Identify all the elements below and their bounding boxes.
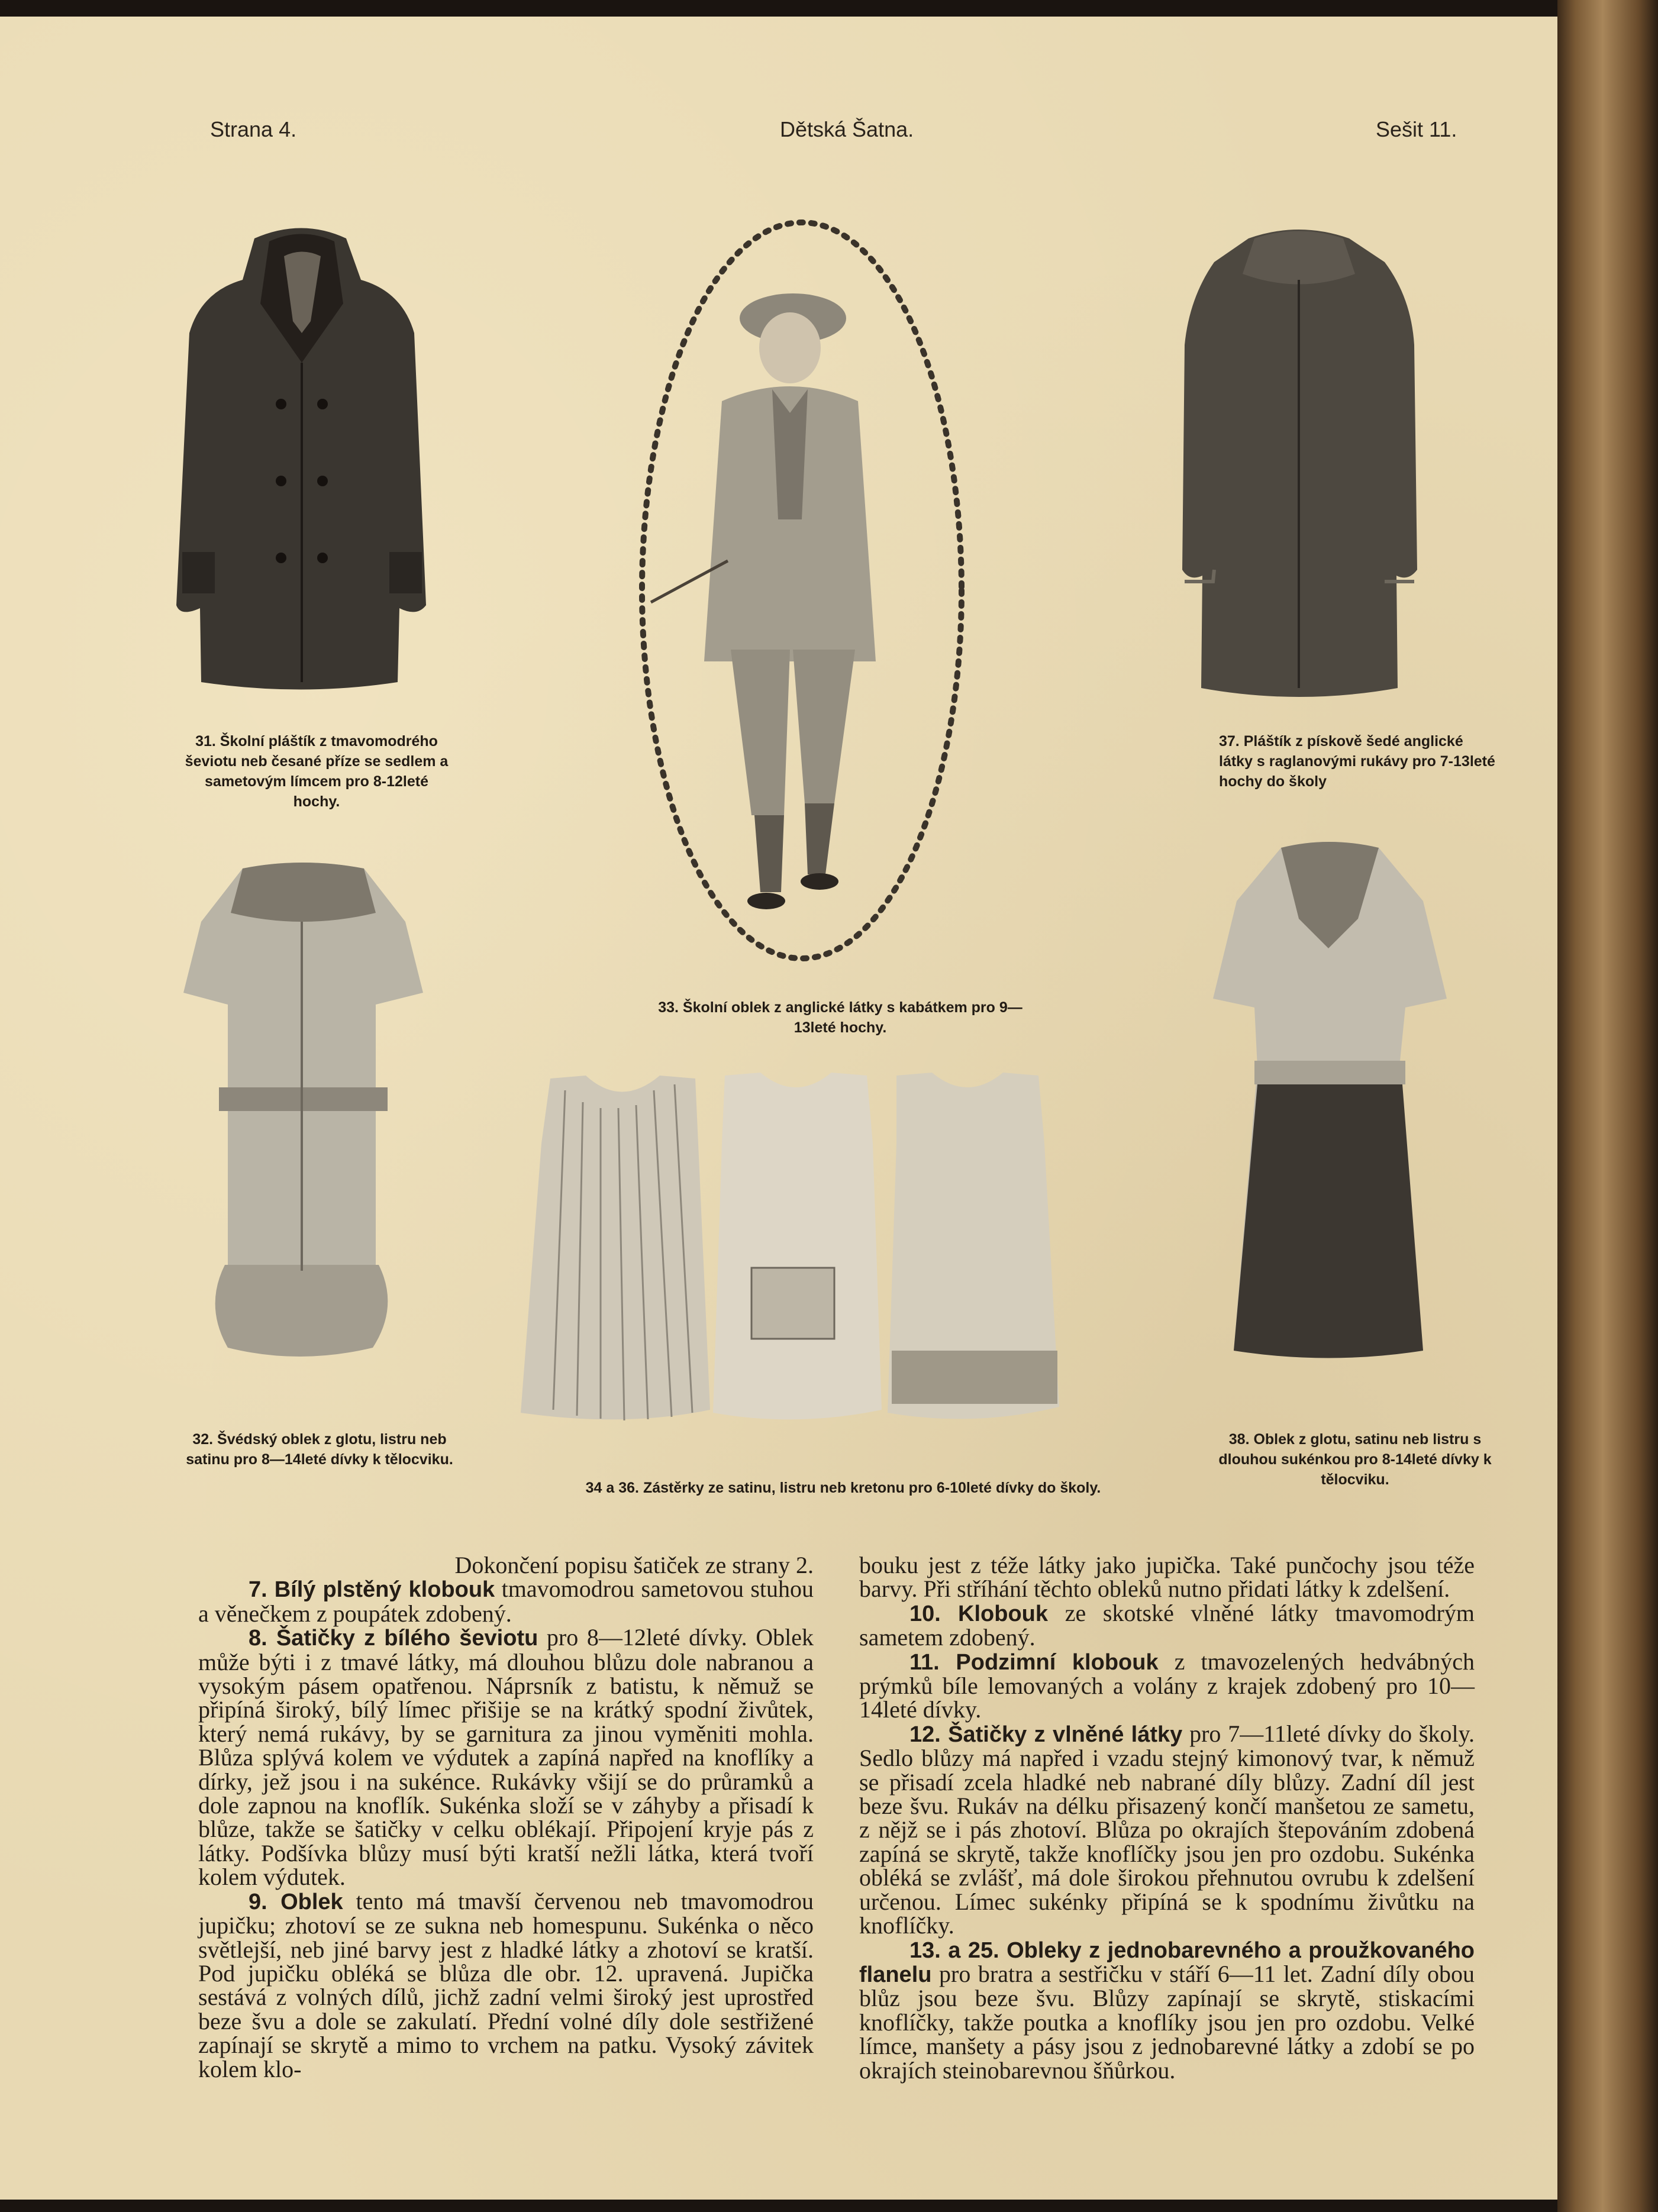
paragraph-10-body: ze skotské vlněné látky tmavomodrým sametem zdobený. <box>859 1599 1475 1651</box>
paragraph-10-heading: 10. Klobouk <box>909 1601 1049 1626</box>
caption-31: 31. Školní pláštík z tmavomodrého ševiotu neb česané příze se sedlem a sametovým límcem pro 8-12leté hochy. <box>185 733 449 810</box>
paragraph-8-heading: 8. Šatičky z bílého ševiotu <box>249 1626 538 1651</box>
paragraph-12-heading: 12. Šatičky z vlněné látky <box>909 1722 1183 1747</box>
paragraph-13-heading: 13. a 25. Obleky z jednobarevného a proužkovaného flanelu <box>859 1937 1475 1987</box>
caption-38: 38. Oblek z glotu, satinu neb listru s dlouhou sukénkou pro 8-14leté dívky k tělocviku. <box>1218 1431 1492 1488</box>
paragraph-10 <box>859 1601 1475 1650</box>
paragraph-7 <box>198 1577 814 1626</box>
magazine-page <box>0 17 1557 2200</box>
paragraph-9 <box>198 1887 814 2082</box>
paragraph-13 <box>859 1938 1475 2082</box>
aprons-34-36-illustration <box>518 1067 1062 1430</box>
paragraph-8 <box>198 1626 814 1889</box>
paragraph-11-body: z tmavozelených hedvábných prýmků bíle lemovaných a volány z krajek zdobený pro 10—14leté dívky. <box>859 1648 1475 1723</box>
caption-37: 37. Pláštík z pískově šedé anglické látky s raglanovými rukávy pro 7-13leté hochy do školy <box>1219 733 1495 790</box>
paragraph-11 <box>859 1650 1475 1722</box>
caption-33: 33. Školní oblek z anglické látky s kabátkem pro 9—13leté hochy. <box>658 999 1022 1036</box>
swedish-suit-32-illustration <box>180 857 426 1371</box>
paragraph-7-heading: 7. Bílý plstěný klobouk <box>249 1577 495 1603</box>
coat-31-illustration <box>166 215 438 712</box>
dress-38-illustration <box>1210 836 1450 1365</box>
paragraph-12 <box>859 1722 1475 1938</box>
caption-32: 32. Švédský oblek z glotu, listru neb satinu pro 8—14leté dívky k tělocviku. <box>186 1431 453 1468</box>
paragraph-11-heading: 11. Podzimní klobouk <box>909 1649 1159 1675</box>
magazine-title: Dětská Šatna. <box>780 117 914 141</box>
caption-34-36: 34 a 36. Zástěrky ze satinu, listru neb kretonu pro 6-10leté dívky do školy. <box>585 1480 1101 1496</box>
text-column-right <box>859 1554 1475 2082</box>
text-column-left <box>198 1554 814 2081</box>
coat-37-illustration <box>1178 215 1420 700</box>
paragraph-13-body: pro bratra a sestřičku v stáří 6—11 let. Zadní díly obou blůz jsou beze švu. Blůzy zapínají se skrytě, stiskacími knoflíčky, takže poutka a knoflíky jsou jen pro ozdobu. Velké límce, manšety a pásy jsou z jednobarevné látky a zdobí se po okrajích steinobarevnou šňůrkou. <box>859 1960 1475 2084</box>
boy-suit-33-illustration <box>627 212 976 969</box>
paragraph-12-body: pro 7—11leté dívky do školy. Sedlo blůzy má napřed i vzadu stejný kimonový tvar, k němuž se přisadí zcela hladké neb nabrané díly blůzy. Zadní díl jest beze švu. Rukáv na délku přisazený končí manšetou ze sametu, z nějž se i pás zhotoví. Blůza po okrajích štepováním zdobená zapíná se skrytě, takže knoflíčky jsou jen pro ozdobu. Sukénka obléká se zvlášť, má dole širokou přehnutou ovrubu k zdelšení určenou. Límec sukénky připíná se k spodnímu živůtku na knoflíčky. <box>859 1720 1475 1939</box>
book-binding-edge <box>1557 0 1658 2212</box>
paragraph-8-body: pro 8—12leté dívky. Oblek může býti i z tmavé látky, má dlouhou blůzu dole nabranou a vysokým pásem opatřenou. Náprsník z batistu, k němuž se připíná široký, bílý límec přišije se na krátký spodní živůtek, který nemá rukávy, by se garnitura za jinou vyměniti mohla. Blůza splývá kolem ve výdutek a zapíná napřed na knoflíky a dírky, jež jsou i na sukénce. Rukávky všijí se do průramků a dole zapnou na knoflík. Sukénka složí se v záhyby a přisadí k blůze, takže se šatičky v celku oblékají. Připojení kryje pás z látky. Podšívka blůzy musí býti kratší nežli látka, která tvoří kolem výdutek. <box>198 1624 814 1891</box>
paragraph-7-body: tmavomodrou sametovou stuhou a věnečkem z poupátek zdobený. <box>198 1575 814 1627</box>
paragraph-9-heading: 9. Oblek <box>249 1889 343 1914</box>
paragraph-9-body: tento má tmavší červenou neb tmavomodrou jupičku; zhotoví se ze sukna neb homespunu. Sukénka o něco světlejší, neb jiné barvy jest z hladké látky a zhotoví se kratší. Pod jupičku obléká se blůza dle obr. 12. upravená. Jupička sestává z volných dílů, jichž zadní velmi široký jest uprostřed beze švu a dole se zakulatí. Přední volné díly dole sestřižené zapínají se skrytě a mimo to vrchem na patku. Vysoký závitek kolem klo- <box>198 1887 814 2082</box>
page-number: Strana 4. <box>210 117 297 141</box>
issue-number: Sešit 11. <box>1376 117 1457 141</box>
paragraph-9-continued: bouku jest z téže látky jako jupička. Také punčochy jsou téže barvy. Při stříhání těchto obleků nutno přidati látky k zdelšení. <box>859 1552 1475 1603</box>
continuation-note: Dokončení popisu šatiček ze strany 2. <box>454 1552 814 1578</box>
